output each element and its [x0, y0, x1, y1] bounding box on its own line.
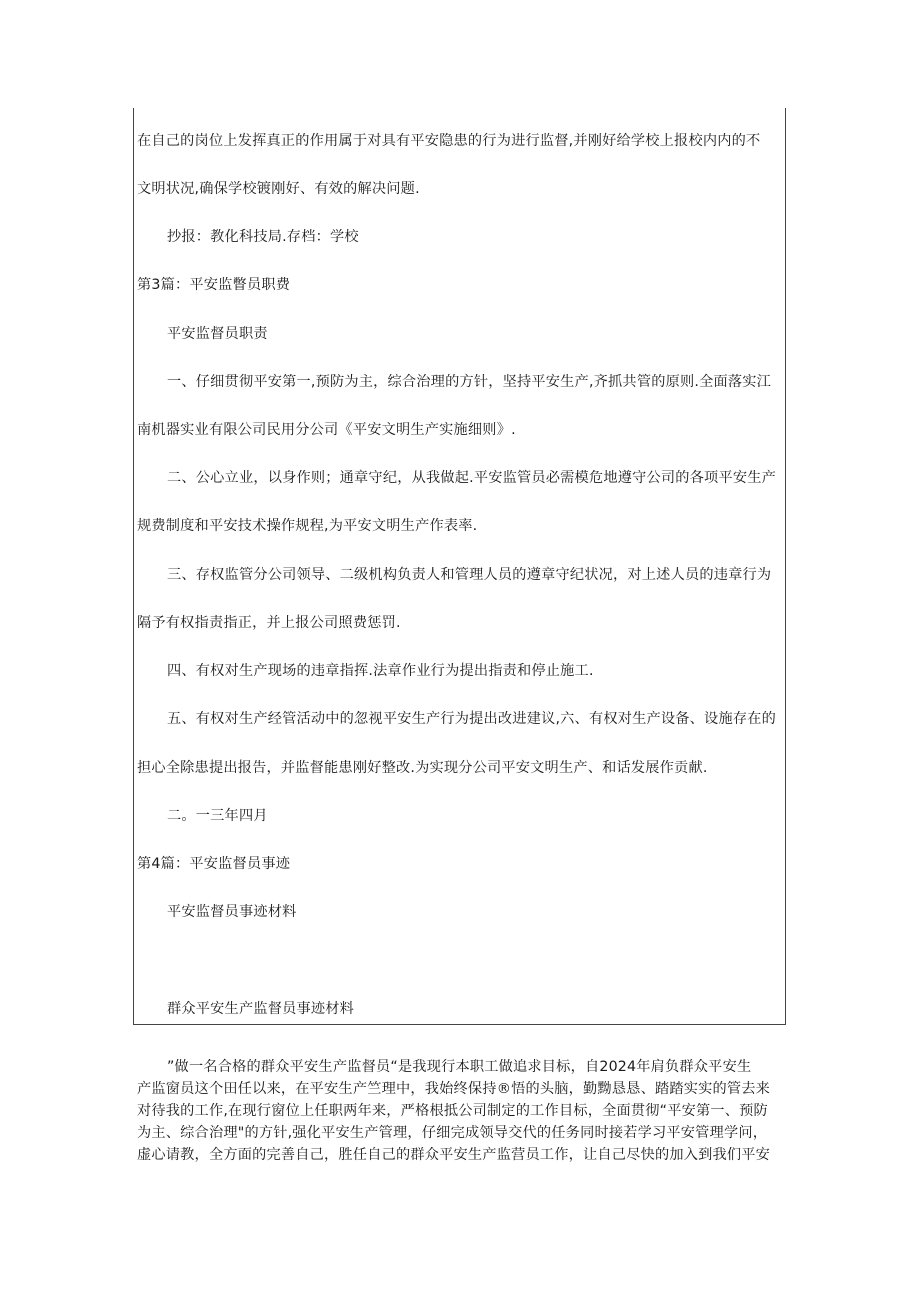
- paragraph-line: 规费制度和平安技术操作规程,为平安文明生产作表率.: [137, 518, 478, 534]
- paragraph-line: 二、公心立业，以身作则；通章守纪，从我做起.平安监管员必需模危地遵守公司的各项平安生产: [167, 470, 776, 486]
- section-heading: 第3篇：平安监瞥员职费: [137, 277, 291, 293]
- paragraph-line: 一、仔细贯彻平安第一,预防为主，综合治理的方针，坚持平安生产,齐抓共管的原则.全面落实江: [167, 374, 772, 390]
- cc-line: 抄报：教化科技局.存档：学校: [167, 229, 359, 245]
- body-paragraph: [137, 1056, 785, 1166]
- paragraph-line: 虚心请教，全方面的完善自己，胜任自己的群众平安生产监营员工作，让自己尽快的加入到我们平安: [137, 1147, 771, 1163]
- section-subtitle: 平安监督员职责: [167, 326, 268, 342]
- paragraph-line: 在自己的岗位上发挥真正的作用属于对具有平安隐患的行为进行监督,并刚好给学校上报校内内的不: [137, 133, 761, 149]
- paragraph-line: 三、存权监管分公司领导、二级机构负责人和管理人员的遵章守纪状况，对上述人员的违章行为: [167, 567, 772, 583]
- paragraph-line: 担心全除患提出报告，并监督能患刚好整改.为实现分公司平安文明生产、和话发展作贡献.: [137, 760, 708, 776]
- date-line: 二。一三年四月: [167, 808, 268, 824]
- paragraph-line: 隔予有权指责指正，并上报公司照费惩罚.: [137, 615, 401, 631]
- paragraph-line: 产监窗员这个田任以来，在平安生产竺理中，我始终保持®悟的头脑，勤黝恳恳、踏踏实实的管去来: [137, 1081, 771, 1097]
- paragraph-line: 对待我的工作,在现行窗位上任职两年来，严格根抵公司制定的工作目标，全面贯彻“平安第一、预防: [137, 1103, 768, 1119]
- paragraph-line: 南机器实业有限公司民用分公司《平安文明生产实施细则》.: [137, 422, 516, 438]
- paragraph-line: 文明状况,确保学校镀刚好、有效的解决问题.: [137, 181, 420, 197]
- paragraph-line: ”做一名合格的群众平安生产监督员“是我现行本职工做追求目标，自2024年肩负群众平安生: [167, 1059, 752, 1075]
- paragraph-line: 五、有权对生产经管活动中的忽视平安生产行为提出改进建议,六、有权对生产设备、设施存在的: [167, 711, 776, 727]
- section-heading: 第4篇：平安监督员事迹: [137, 856, 291, 872]
- section-subtitle: 平安监督员事迹材料: [167, 904, 297, 920]
- paragraph-line: 为主、综合治理"的方针,强化平安生产管理，仔细完成领导交代的任务同时接若学习平安管理学问，: [137, 1125, 768, 1141]
- section-subtitle: 群众平安生产监督员事迹材料: [167, 1001, 355, 1017]
- paragraph-line: 四、有权对生产现场的违章指挥.法章作业行为提出指责和停止施工.: [167, 663, 594, 679]
